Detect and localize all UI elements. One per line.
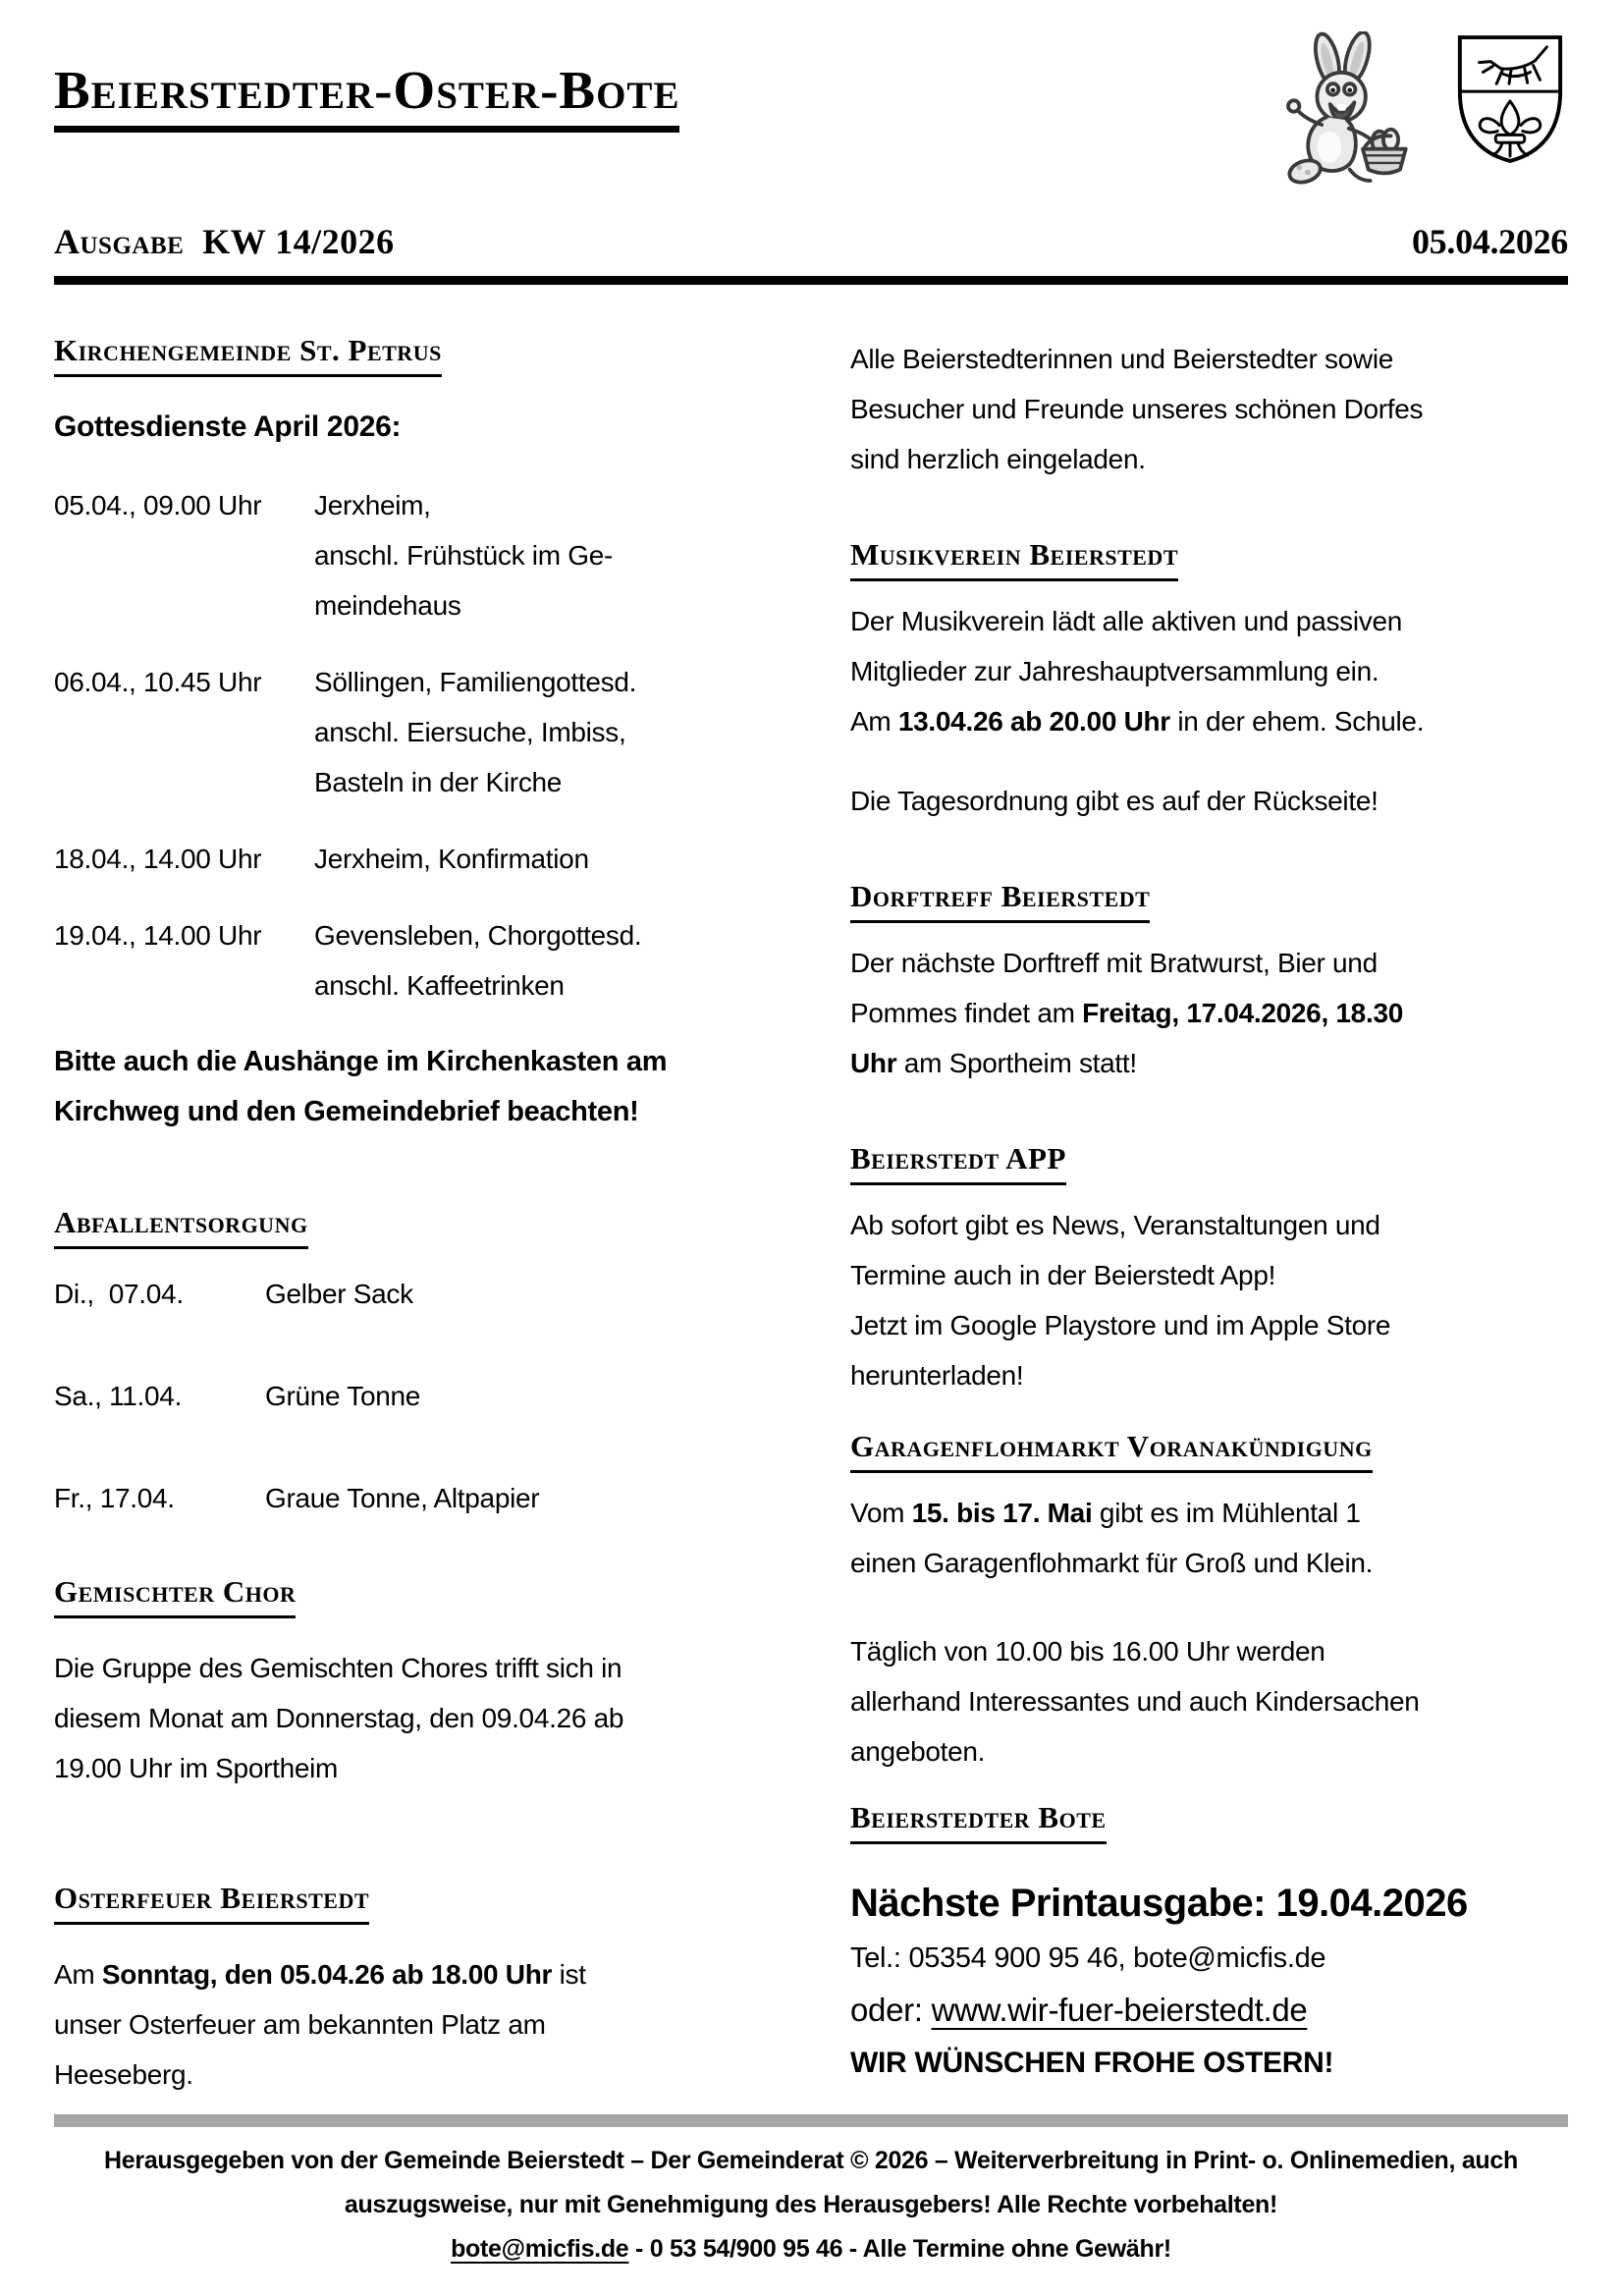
musikverein-line: Mitglieder zur Jahreshauptversammlung ein. <box>850 656 1379 687</box>
service-desc <box>314 657 772 807</box>
choir-paragraph <box>54 1643 772 1793</box>
service-list <box>54 480 772 1011</box>
service-line: Basteln in der Kirche <box>314 767 563 798</box>
service-row <box>54 834 772 884</box>
church-notice-line: Bitte auch die Aushänge im Kirchenkasten am <box>54 1046 668 1078</box>
section-dorftreff <box>850 880 1568 1088</box>
section-choir <box>54 1575 772 1793</box>
easter-fire-line: Am Sonntag, den 05.04.26 ab 18.00 Uhr ist <box>54 1959 586 1991</box>
fleamarket-line: Vom 15. bis 17. Mai gibt es im Mühlental 1 <box>850 1498 1361 1529</box>
footer-email: bote@micfis.de <box>451 2235 629 2263</box>
service-row <box>54 480 772 630</box>
newsletter-title: Beierstedter-Oster-Bote <box>54 63 679 133</box>
waste-list <box>54 1269 772 1523</box>
fleamarket-line: einen Garagenflohmarkt für Groß und Klein. <box>850 1548 1374 1579</box>
musikverein-note: Die Tagesordnung gibt es auf der Rückseite! <box>850 786 1379 817</box>
heading-app: Beierstedt APP <box>850 1142 1066 1185</box>
section-app <box>850 1142 1568 1400</box>
app-line: Ab sofort gibt es News, Veranstaltungen und <box>850 1210 1380 1241</box>
heading-easter-fire: Osterfeuer Beierstedt <box>54 1882 369 1925</box>
service-line: anschl. Eiersuche, Imbiss, <box>314 717 626 748</box>
intro-line: Alle Beierstedterinnen und Beierstedter sowie <box>850 344 1394 374</box>
service-desc <box>314 910 772 1011</box>
fleamarket-line: angeboten. <box>850 1736 986 1768</box>
service-line: Jerxheim, <box>314 490 431 521</box>
service-line: Jerxheim, Konfirmation <box>314 844 589 875</box>
waste-item: Gelber Sack <box>265 1279 413 1310</box>
waste-row <box>54 1473 772 1523</box>
waste-item: Graue Tonne, Altpapier <box>265 1483 540 1514</box>
fleamarket-paragraph-2 <box>850 1626 1568 1777</box>
heading-musikverein: Musikverein Beierstedt <box>850 538 1178 581</box>
waste-date: Fr., 17.04. <box>54 1483 175 1514</box>
section-easter-fire <box>54 1882 772 2100</box>
dorftreff-line: Der nächste Dorftreff mit Bratwurst, Bier und <box>850 948 1378 979</box>
intro-line: Besucher und Freunde unseres schönen Dorfes <box>850 394 1424 424</box>
waste-item: Grüne Tonne <box>265 1381 421 1412</box>
easter-fire-line: unser Osterfeuer am bekannten Platz am <box>54 2009 546 2041</box>
choir-line: Die Gruppe des Gemischten Chores trifft sich in <box>54 1653 622 1684</box>
waste-row <box>54 1371 772 1421</box>
section-fleamarket <box>850 1430 1568 1777</box>
musikverein-line: Der Musikverein lädt alle aktiven und passiven <box>850 606 1403 637</box>
easter-bunny-icon <box>1270 31 1419 199</box>
waste-date: Di., 07.04. <box>54 1279 184 1310</box>
service-time: 06.04., 10.45 Uhr <box>54 667 262 698</box>
easter-fire-paragraph <box>54 1949 772 2100</box>
next-issue-line: Nächste Printausgabe: 19.04.2026 <box>850 1882 1468 1926</box>
footer-divider <box>54 2114 1568 2127</box>
service-time: 19.04., 14.00 Uhr <box>54 920 262 952</box>
app-line: herunterladen! <box>850 1360 1024 1392</box>
dorftreff-line: Uhr am Sportheim statt! <box>850 1048 1137 1079</box>
service-time: 18.04., 14.00 Uhr <box>54 844 262 875</box>
service-line: anschl. Frühstück im Ge- <box>314 540 613 572</box>
issue-row <box>54 221 1568 262</box>
fleamarket-line: allerhand Interessantes und auch Kindersachen <box>850 1686 1420 1718</box>
app-line: Jetzt im Google Playstore und im Apple Store <box>850 1310 1391 1341</box>
fleamarket-paragraph-1 <box>850 1488 1568 1588</box>
fleamarket-line: Täglich von 10.00 bis 16.00 Uhr werden <box>850 1636 1325 1667</box>
right-column <box>850 334 1568 2100</box>
dorftreff-line: Pommes findet am Freitag, 17.04.2026, 18.30 <box>850 998 1403 1029</box>
heading-dorftreff: Dorftreff Beierstedt <box>850 880 1150 923</box>
waste-date: Sa., 11.04. <box>54 1381 183 1412</box>
heading-fleamarket: Garagenflohmarkt Voranakündigung <box>850 1430 1373 1473</box>
issue-date: 05.04.2026 <box>1411 222 1568 261</box>
service-time: 05.04., 09.00 Uhr <box>54 490 262 521</box>
heading-choir: Gemischter Chor <box>54 1575 296 1618</box>
church-notice <box>54 1037 772 1137</box>
intro-line: sind herzlich eingeladen. <box>850 444 1146 474</box>
easter-greeting: WIR WÜNSCHEN FROHE OSTERN! <box>850 2047 1334 2080</box>
heading-church: Kirchengemeinde St. Petrus <box>54 334 442 377</box>
issue-label: Ausgabe KW 14/2026 <box>54 222 395 261</box>
section-musikverein <box>850 538 1568 826</box>
website-link: www.wir-fuer-beierstedt.de <box>931 1992 1308 2029</box>
service-row <box>54 910 772 1011</box>
section-waste <box>54 1206 772 1523</box>
dorftreff-paragraph <box>850 938 1568 1088</box>
waste-row <box>54 1269 772 1319</box>
footer <box>54 2114 1568 2271</box>
left-column <box>54 334 772 2100</box>
service-desc <box>314 834 772 884</box>
musikverein-paragraph <box>850 596 1568 746</box>
heading-bote: Beierstedter Bote <box>850 1801 1107 1844</box>
service-line: meindehaus <box>314 590 461 622</box>
section-church <box>54 334 772 1137</box>
newsletter-body <box>54 334 1568 2100</box>
masthead <box>54 29 1568 199</box>
heading-waste: Abfallentsorgung <box>54 1206 308 1249</box>
masthead-icons <box>1270 29 1568 199</box>
subheading-services: Gottesdienste April 2026: <box>54 410 402 444</box>
church-notice-line: Kirchweg und den Gemeindebrief beachten! <box>54 1096 639 1128</box>
service-row <box>54 657 772 807</box>
service-line: anschl. Kaffeetrinken <box>314 970 565 1002</box>
footer-line: Herausgegeben von der Gemeinde Beierstedt – Der Gemeinderat © 2026 – Weiterverbreitung in Print- o. Onlinemedien, auch <box>104 2147 1518 2174</box>
section-bote <box>850 1801 1568 2090</box>
header-rule <box>54 276 1568 285</box>
service-desc <box>314 480 772 630</box>
coat-of-arms-icon <box>1452 31 1568 167</box>
choir-line: diesem Monat am Donnerstag, den 09.04.26 ab <box>54 1703 624 1734</box>
service-line: Gevensleben, Chorgottesd. <box>314 920 642 952</box>
service-line: Söllingen, Familiengottesd. <box>314 667 637 698</box>
easter-fire-line: Heeseberg. <box>54 2059 193 2091</box>
choir-line: 19.00 Uhr im Sportheim <box>54 1753 339 1784</box>
footer-line: auszugsweise, nur mit Genehmigung des Herausgebers! Alle Rechte vorbehalten! <box>344 2191 1278 2218</box>
app-paragraph <box>850 1200 1568 1400</box>
website-line: oder: www.wir-fuer-beierstedt.de <box>850 1992 1308 2029</box>
intro-paragraph <box>850 334 1568 484</box>
footer-line: bote@micfis.de - 0 53 54/900 95 46 - Alle Termine ohne Gewähr! <box>451 2235 1171 2263</box>
contact-line: Tel.: 05354 900 95 46, bote@micfis.de <box>850 1942 1326 1975</box>
musikverein-line: Am 13.04.26 ab 20.00 Uhr in der ehem. Schule. <box>850 706 1425 738</box>
app-line: Termine auch in der Beierstedt App! <box>850 1260 1276 1291</box>
